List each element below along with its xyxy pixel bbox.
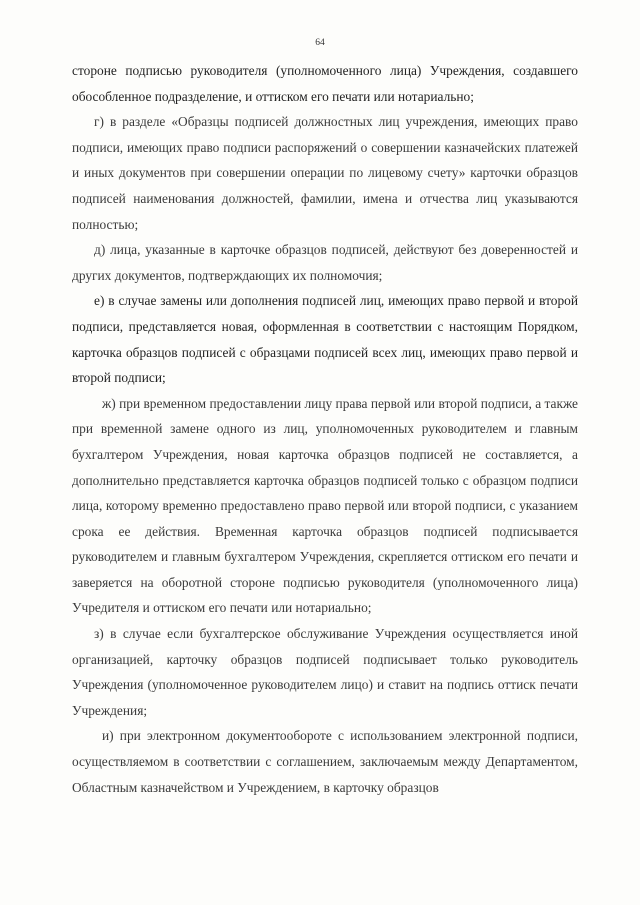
paragraph-item-z: з) в случае если бухгалтерское обслуживание Учреждения осуществляется иной организацией, карточку образцов подписей подписывает только руководитель Учреждения (уполномоченное руководителем лицо) и ставит на подпись оттиск печати Учреждения;	[72, 626, 578, 718]
paragraph-item-i: и) при электронном документообороте с использованием электронной подписи, осуществляемом в соответствии с соглашением, заключаемым между Департаментом, Областным казначейством и Учреждением, в карточку образцов	[72, 728, 578, 795]
paragraph-continuation: стороне подписью руководителя (уполномоченного лица) Учреждения, создавшего обособленное подразделение, и оттиском его печати или нотариально;	[72, 63, 578, 104]
paragraph-item-e: е) в случае замены или дополнения подписей лиц, имеющих право первой и второй подписи, представляется новая, оформленная в соответствии с настоящим Порядком, карточка образцов подписей с образцами подписей всех лиц, имеющих право первой и второй подписи;	[72, 293, 578, 386]
paragraph-item-g: г) в разделе «Образцы подписей должностных лиц учреждения, имеющих право подписи, имеющих право подписи распоряжений о совершении казначейских платежей и иных документов при совершении операции по лицевому счету» карточки образцов подписей наименования должностей, фамилии, имена и отчества лиц указываются полностью;	[72, 114, 578, 232]
document-body	[72, 58, 578, 800]
paragraph-item-zh: ж) при временном предоставлении лицу права первой или второй подписи, а также при временной замене одного из лиц, уполномоченных руководителем и главным бухгалтером Учреждения, новая карточка образцов подписей не составляется, а дополнительно представляется карточка образцов подписей только с образцом подписи лица, которому временно предоставлено право первой или второй подписи, с указанием срока ее действия. Временная карточка образцов подписей подписывается руководителем и главным бухгалтером Учреждения, скрепляется оттиском его печати и заверяется на оборотной стороне подписью руководителя (уполномоченного лица) Учредителя и оттиском его печати или нотариально;	[72, 395, 578, 616]
page-number: 64	[315, 38, 325, 48]
paragraph-item-d: д) лица, указанные в карточке образцов подписей, действуют без доверенностей и других документов, подтверждающих их полномочия;	[72, 242, 578, 283]
